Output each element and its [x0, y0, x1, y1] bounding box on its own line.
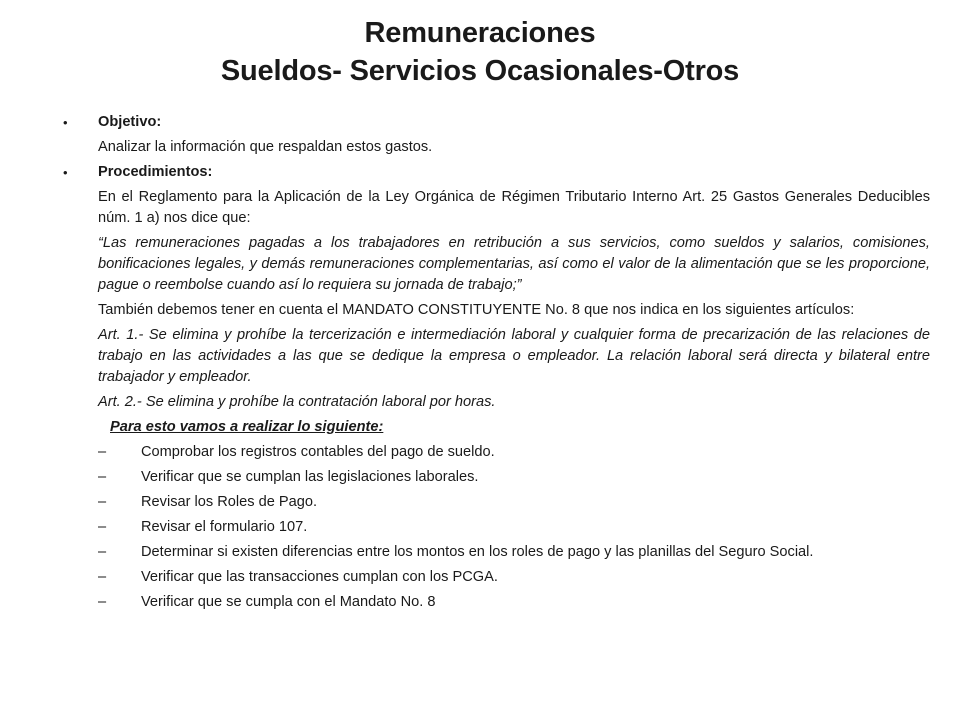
steps-heading: Para esto vamos a realizar lo siguiente: [110, 419, 384, 435]
step-item [60, 517, 930, 538]
title-line-1: Remuneraciones [364, 17, 596, 49]
procedimientos-bullet [60, 162, 930, 183]
step-item [60, 492, 930, 513]
slide-body [60, 108, 930, 613]
step-text: Verificar que se cumplan las legislaciones laborales. [141, 469, 479, 485]
step-item [60, 442, 930, 463]
title-line-2: Sueldos- Servicios Ocasionales-Otros [220, 55, 740, 87]
step-text: Determinar si existen diferencias entre los montos en los roles de pago y las planillas del Seguro Social. [141, 544, 814, 560]
step-text: Verificar que las transacciones cumplan con los PCGA. [141, 569, 498, 585]
slide-title [60, 14, 900, 90]
dash-marker: – [98, 594, 107, 610]
dash-marker: – [98, 444, 107, 460]
step-text: Verificar que se cumpla con el Mandato No. 8 [141, 594, 436, 610]
objetivo-heading: Objetivo: [98, 114, 162, 130]
procedimientos-heading: Procedimientos: [98, 164, 213, 180]
dash-marker: – [98, 469, 107, 485]
dash-marker: – [98, 544, 107, 560]
bullet-dot: • [63, 165, 68, 180]
dash-marker: – [98, 519, 107, 535]
bullet-dot: • [63, 115, 68, 130]
dash-marker: – [98, 569, 107, 585]
article-2: Art. 2.- Se elimina y prohíbe la contratación laboral por horas. [98, 394, 496, 410]
step-text: Revisar el formulario 107. [141, 519, 308, 535]
article-1: Art. 1.- Se elimina y prohíbe la tercerización e intermediación laboral y cualquier forma de precarización de las relaciones de trabajo en las actividades a las que se dedique la empresa o empleador. La relación laboral será directa y bilateral entre trabajador y empleador. [98, 327, 930, 385]
step-item [60, 592, 930, 613]
step-text: Comprobar los registros contables del pago de sueldo. [141, 444, 495, 460]
mandato-paragraph: También debemos tener en cuenta el MANDATO CONSTITUYENTE No. 8 que nos indica en los siguientes artículos: [98, 302, 855, 318]
reglamento-paragraph: En el Reglamento para la Aplicación de la Ley Orgánica de Régimen Tributario Interno Art. 25 Gastos Generales Deducibles núm. 1 a) nos dice que: [98, 189, 930, 226]
objetivo-bullet [60, 112, 930, 133]
step-item [60, 542, 930, 563]
step-text: Revisar los Roles de Pago. [141, 494, 318, 510]
dash-marker: – [98, 494, 107, 510]
reglamento-quote: “Las remuneraciones pagadas a los trabajadores en retribución a sus servicios, como sueldos y salarios, comisiones, bonificaciones legales, y demás remuneraciones complementarias, así como el valor de la alimentación que se les proporcione, pague o reembolse cuando así lo requiera su jornada de trabajo;” [98, 235, 930, 293]
step-item [60, 567, 930, 588]
step-item [60, 467, 930, 488]
objetivo-text: Analizar la información que respaldan estos gastos. [98, 139, 433, 155]
